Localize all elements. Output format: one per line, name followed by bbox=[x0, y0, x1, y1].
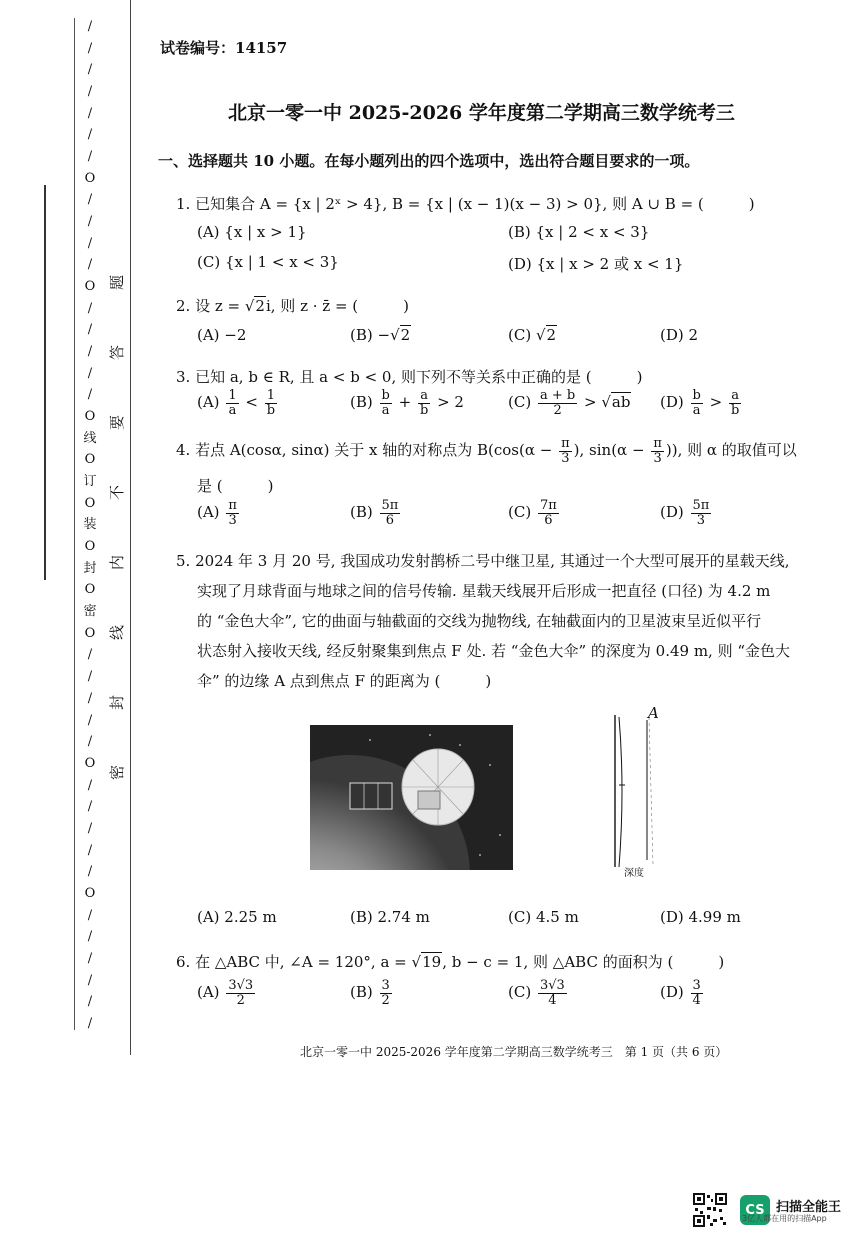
binding-label: 不 bbox=[108, 484, 127, 501]
q4-option-a: (A) $\frac{\pi}{3}$ bbox=[197, 498, 237, 528]
binding-mark: / bbox=[87, 127, 93, 143]
q3-b-label: (B) bbox=[350, 393, 373, 412]
binding-mark: / bbox=[87, 84, 93, 100]
q6-option-c: (C) $\frac{3√3}{4}$ bbox=[508, 978, 565, 1008]
binding-label: 封 bbox=[108, 694, 127, 711]
binding-mark: O bbox=[84, 885, 96, 901]
binding-mark: / bbox=[87, 300, 93, 316]
qr-code-icon bbox=[693, 1193, 733, 1233]
q1-option-d: (D) {x | x > 2 或 x < 1} bbox=[508, 255, 684, 273]
q3-option-b bbox=[350, 389, 464, 417]
question-6-stem: 6. 在 △ABC 中, ∠A = 120°, a = √19, b − c = 1, 则 △ABC 的面积为 ( ) bbox=[176, 953, 725, 971]
binding-mark: O bbox=[84, 452, 96, 468]
q3-d-op: > bbox=[709, 393, 723, 412]
question-4-stem-line2: 是 ( ) bbox=[197, 477, 274, 495]
binding-label: 要 bbox=[108, 414, 127, 431]
q1-option-c: (C) {x | 1 < x < 3} bbox=[197, 253, 339, 271]
binding-line-inner bbox=[130, 0, 131, 1055]
q3-c-frac: $\frac{a + b}{2}$ bbox=[539, 388, 576, 418]
scan-edge-line bbox=[44, 185, 46, 580]
binding-mark: / bbox=[87, 907, 93, 923]
binding-mark: O bbox=[84, 170, 96, 186]
q2-stem-pre: 2. 设 z = bbox=[176, 297, 245, 315]
binding-mark: / bbox=[87, 214, 93, 230]
q2-c-pre: (C) bbox=[508, 326, 532, 344]
q3-b-frac2: $\frac{a}{b}$ bbox=[419, 388, 429, 418]
q3-option-a bbox=[197, 389, 279, 417]
binding-mark: / bbox=[87, 365, 93, 381]
binding-mark: / bbox=[87, 40, 93, 56]
binding-mark: O bbox=[84, 539, 96, 555]
binding-mark: 线 bbox=[83, 430, 97, 446]
q4-option-b: (B) $\frac{5\pi}{6}$ bbox=[350, 498, 399, 528]
q4-option-d: (D) $\frac{5\pi}{3}$ bbox=[660, 498, 710, 528]
q5-line-2: 实现了月球背面与地球之间的信号传输. 星载天线展开后形成一把直径 (口径) 为 4.2 m bbox=[197, 582, 771, 600]
binding-mark: 订 bbox=[83, 474, 97, 490]
satellite-photo bbox=[310, 725, 513, 870]
binding-margin-inner bbox=[108, 275, 128, 780]
q3-d-frac1: $\frac{b}{a}$ bbox=[692, 388, 701, 418]
q3-a-op: < bbox=[245, 393, 258, 412]
binding-mark: / bbox=[87, 777, 93, 793]
q6-radicand: 19 bbox=[422, 953, 442, 971]
q3-c-radicand: ab bbox=[611, 393, 631, 412]
q2-c-radicand: 2 bbox=[546, 326, 557, 344]
q5-line-3: 的 “金色大伞”, 它的曲面与轴截面的交线为抛物线, 在轴截面内的卫星波束呈近似平行 bbox=[197, 612, 762, 630]
binding-mark: / bbox=[87, 192, 93, 208]
binding-mark: / bbox=[87, 972, 93, 988]
q5-option-b: (B) 2.74 m bbox=[350, 908, 430, 926]
diagram-point-a: A bbox=[648, 704, 659, 722]
q5-option-c: (C) 4.5 m bbox=[508, 908, 579, 926]
q3-a-label: (A) bbox=[197, 393, 220, 412]
binding-mark: / bbox=[87, 647, 93, 663]
q5-option-a: (A) 2.25 m bbox=[197, 908, 277, 926]
binding-mark: 封 bbox=[83, 560, 97, 576]
q3-d-label: (D) bbox=[660, 393, 684, 412]
q6-option-b: (B) $\frac{3}{2}$ bbox=[350, 978, 390, 1008]
binding-mark: / bbox=[87, 994, 93, 1010]
binding-label: 答 bbox=[108, 344, 127, 361]
q3-b-frac1: $\frac{b}{a}$ bbox=[381, 388, 390, 418]
binding-mark: / bbox=[87, 1015, 93, 1031]
q3-option-c: (C) $\frac{a + b}{2}$ > √ab bbox=[508, 388, 631, 418]
binding-mark: / bbox=[87, 149, 93, 165]
q2-stem-radicand: 2 bbox=[255, 297, 265, 315]
q3-a-frac1: $\frac{1}{a}$ bbox=[228, 388, 237, 418]
question-2-stem: 2. 设 z = √2i, 则 z · z̄ = ( ) bbox=[176, 297, 409, 315]
binding-mark: / bbox=[87, 799, 93, 815]
q3-c-label: (C) bbox=[508, 393, 532, 412]
binding-mark: / bbox=[87, 235, 93, 251]
q6-option-d: (D) $\frac{3}{4}$ bbox=[660, 978, 701, 1008]
binding-mark: / bbox=[87, 344, 93, 360]
question-4-stem: 4. 若点 A(cosα, sinα) 关于 x 轴的对称点为 B(cos(α − $\frac{\pi}{3}$ ), sin(α − $\frac{\pi}{3}$ )), 则 α 的取值可以 bbox=[176, 436, 797, 466]
q3-c-op: > bbox=[583, 393, 597, 412]
scanner-tagline: 3亿人都在用的扫描App bbox=[742, 1214, 827, 1223]
binding-mark: 装 bbox=[83, 517, 97, 533]
q2-option-a: (A) −2 bbox=[197, 326, 247, 344]
question-3-stem: 3. 已知 a, b ∈ R, 且 a < b < 0, 则下列不等关系中正确的是 ( ) bbox=[176, 368, 643, 386]
q4-option-c: (C) $\frac{7\pi}{6}$ bbox=[508, 498, 557, 528]
binding-label: 线 bbox=[108, 624, 127, 641]
binding-mark: O bbox=[84, 625, 96, 641]
q2-option-d: (D) 2 bbox=[660, 326, 699, 344]
binding-mark: / bbox=[87, 929, 93, 945]
parabola-diagram bbox=[605, 705, 670, 877]
q3-option-d bbox=[660, 389, 743, 417]
scanner-app-name: 扫描全能王 bbox=[776, 1200, 842, 1215]
binding-mark: O bbox=[84, 279, 96, 295]
binding-mark: O bbox=[84, 495, 96, 511]
page-footer: 北京一零一中 2025-2026 学年度第二学期高三数学统考三 第 1 页（共 6 页） bbox=[300, 1045, 728, 1059]
binding-label: 密 bbox=[108, 764, 127, 781]
diagram-depth-label: 深度 bbox=[624, 868, 644, 879]
binding-mark: / bbox=[87, 62, 93, 78]
binding-mark: / bbox=[87, 19, 93, 34]
binding-mark: / bbox=[87, 105, 93, 121]
binding-line-outer bbox=[74, 18, 75, 1030]
binding-mark: / bbox=[87, 712, 93, 728]
binding-mark: / bbox=[87, 669, 93, 685]
binding-mark: / bbox=[87, 322, 93, 338]
binding-label: 内 bbox=[108, 554, 127, 571]
binding-mark: O bbox=[84, 409, 96, 425]
q2-stem-post: i, 则 z · z̄ = ( ) bbox=[265, 297, 409, 315]
binding-mark: / bbox=[87, 950, 93, 966]
q3-d-frac2: $\frac{a}{b}$ bbox=[730, 388, 740, 418]
q2-b-radicand: 2 bbox=[400, 326, 411, 344]
q5-line-5: 伞” 的边缘 A 点到焦点 F 的距离为 ( ) bbox=[197, 672, 492, 690]
q5-line-1: 5. 2024 年 3 月 20 号, 我国成功发射鹊桥二号中继卫星, 其通过一个大型可展开的星载天线, bbox=[176, 552, 790, 570]
page-title: 北京一零一中 2025-2026 学年度第二学期高三数学统考三 bbox=[228, 102, 735, 124]
q3-a-frac2: $\frac{1}{b}$ bbox=[266, 388, 276, 418]
binding-mark: O bbox=[84, 582, 96, 598]
q2-option-b: (B) −√2 bbox=[350, 326, 411, 344]
binding-mark: / bbox=[87, 257, 93, 273]
q1-option-b: (B) {x | 2 < x < 3} bbox=[508, 223, 650, 241]
binding-mark: / bbox=[87, 842, 93, 858]
binding-mark: / bbox=[87, 820, 93, 836]
q5-option-d: (D) 4.99 m bbox=[660, 908, 741, 926]
q3-b-op: + bbox=[398, 393, 412, 412]
binding-mark: 密 bbox=[83, 604, 97, 620]
binding-margin-outer bbox=[80, 20, 100, 1030]
camscanner-logo-icon: CS bbox=[740, 1195, 770, 1225]
q2-b-pre: (B) − bbox=[350, 326, 391, 344]
binding-mark: O bbox=[84, 755, 96, 771]
q3-b-tail: > 2 bbox=[437, 393, 464, 412]
binding-label: 题 bbox=[108, 274, 127, 291]
q1-option-a: (A) {x | x > 1} bbox=[197, 223, 307, 241]
binding-mark: / bbox=[87, 734, 93, 750]
q6-option-a: (A) $\frac{3√3}{2}$ bbox=[197, 978, 254, 1008]
paper-code: 试卷编号：14157 bbox=[160, 39, 288, 57]
question-5-stem bbox=[176, 546, 826, 696]
binding-mark: / bbox=[87, 864, 93, 880]
question-1-stem: 1. 已知集合 A = {x | 2ˣ > 4}, B = {x | (x − 1)(x − 3) > 0}, 则 A ∪ B = ( ) bbox=[176, 195, 755, 213]
q5-line-4: 状态射入接收天线, 经反射聚集到焦点 F 处. 若 “金色大伞” 的深度为 0.49 m, 则 “金色大 bbox=[197, 642, 791, 660]
binding-mark: / bbox=[87, 387, 93, 403]
q2-option-c: (C) √2 bbox=[508, 326, 557, 344]
binding-mark: / bbox=[87, 690, 93, 706]
section-heading: 一、选择题共 10 小题。在每小题列出的四个选项中，选出符合题目要求的一项。 bbox=[158, 152, 700, 170]
